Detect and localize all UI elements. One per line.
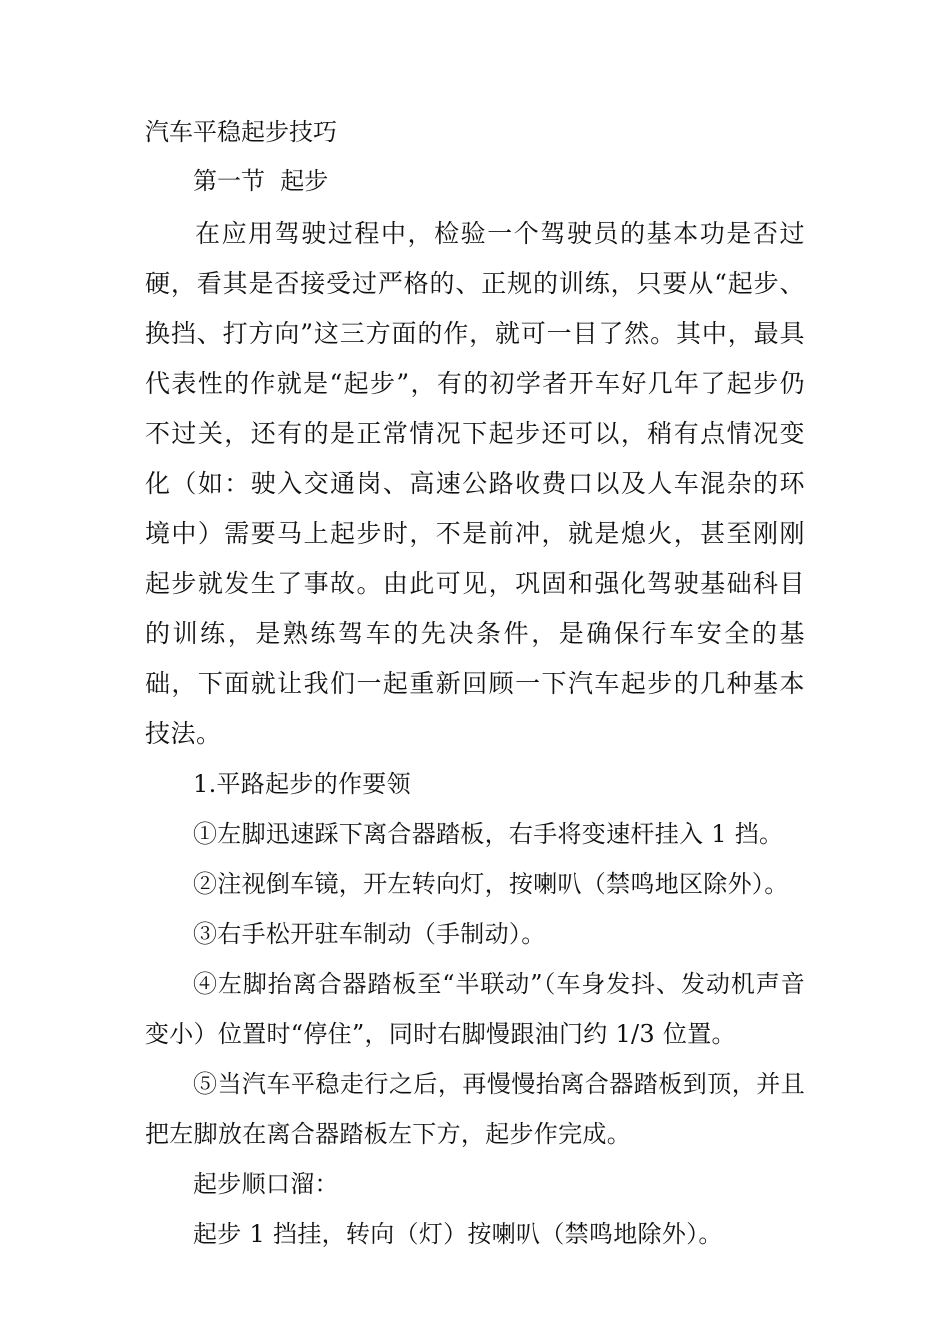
step-item-2: ②注视倒车镜，开左转向灯，按喇叭（禁鸣地区除外）。 (193, 870, 789, 898)
rhyme-heading: 起步顺口溜： (193, 1170, 339, 1198)
intro-paragraph: 在应用驾驶过程中，检验一个驾驶员的基本功是否过硬，看其是否接受过严格的、正规的训练，只要从“起步、换挡、打方向”这三方面的作，就可一目了然。其中，最具代表性的作就是“起步”，有的初学者开车好几年了起步仍不过关，还有的是正常情况下起步还可以，稍有点情况变化（如：驶入交通岗、高速公路收费口以及人车混杂的环境中）需要马上起步时，不是前冲，就是熄火，甚至刚刚起步就发生了事故。由此可见，巩固和强化驾驶基础科目的训练，是熟练驾车的先决条件，是确保行车安全的基础，下面就让我们一起重新回顾一下汽车起步的几种基本技法。 (145, 219, 805, 748)
document-title: 汽车平稳起步技巧 (145, 118, 337, 146)
rhyme-line: 起步 1 挡挂，转向（灯）按喇叭（禁鸣地除外）。 (193, 1220, 723, 1248)
step-item-3: ③右手松开驻车制动（手制动）。 (193, 920, 546, 948)
step-item-1: ①左脚迅速踩下离合器踏板，右手将变速杆挂入 1 挡。 (193, 820, 784, 848)
section-heading: 第一节 起步 (193, 167, 329, 195)
step-item-4: ④左脚抬离合器踏板至“半联动”（车身发抖、发动机声音变小）位置时“停住”，同时右脚慢跟油门约 1/3 位置。 (145, 970, 805, 1048)
subsection-heading: 1.平路起步的作要领 (193, 770, 411, 798)
step-item-5: ⑤当汽车平稳走行之后，再慢慢抬离合器踏板到顶，并且把左脚放在离合器踏板左下方，起步作完成。 (145, 1070, 805, 1148)
